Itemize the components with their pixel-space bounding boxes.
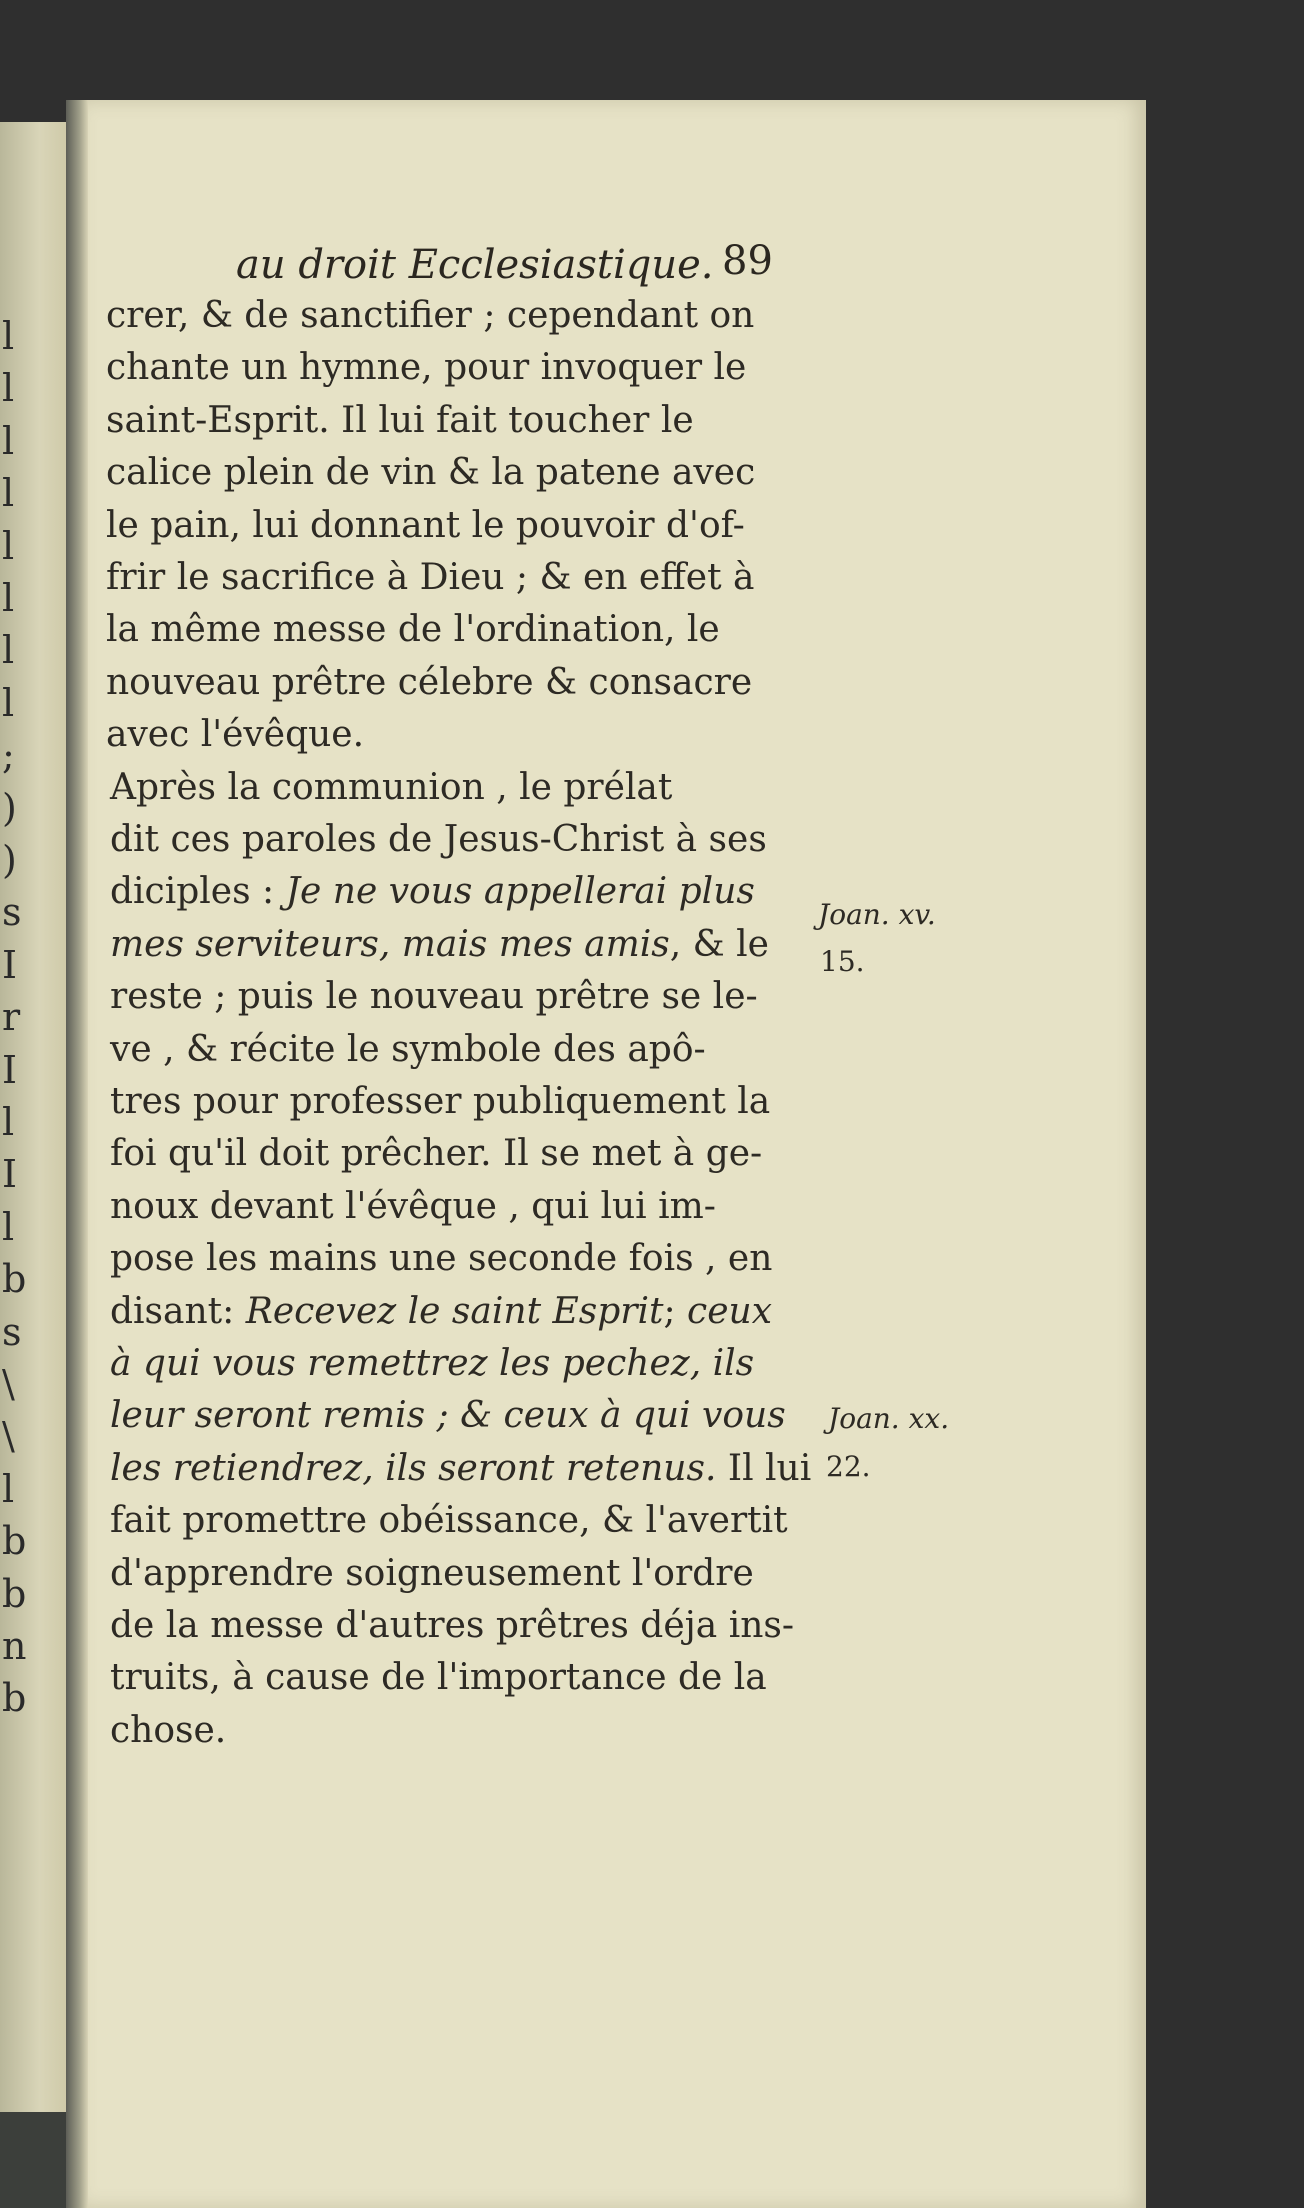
text-line [110, 1548, 754, 1600]
roman-span: ve , & récite le symbole des apô- [110, 1028, 706, 1070]
italic-span: leur seront remis ; & ceux à qui vous [110, 1395, 786, 1437]
text-line [110, 1705, 226, 1757]
facing-page-glyph: l [2, 1100, 15, 1144]
text-line [110, 1233, 772, 1285]
italic-span: Je ne vous appellerai plus [285, 871, 755, 913]
roman-span: chante un hymne, pour invoquer le [106, 347, 747, 389]
roman-span: noux devant l'évêque , qui lui im- [110, 1185, 716, 1227]
text-line [110, 919, 769, 971]
margin-reference: Joan. xx. [828, 1402, 950, 1435]
text-line [110, 1495, 788, 1547]
roman-span: nouveau prêtre célebre & consacre [106, 661, 753, 703]
text-line [106, 342, 746, 394]
page-edge [0, 2112, 66, 2208]
facing-page-glyph: n [2, 1624, 27, 1668]
facing-page-glyph: l [2, 366, 15, 411]
book-page [88, 100, 1146, 2208]
book-gutter [66, 100, 88, 2208]
facing-page-glyph: l [2, 523, 15, 568]
roman-span: truits, à cause de l'importance de la [110, 1657, 767, 1699]
facing-page-glyph: l [2, 576, 15, 620]
roman-span: Après la communion , le prélat [110, 766, 673, 808]
facing-page-glyph: \ [2, 1362, 15, 1406]
facing-page-glyph: I [2, 1152, 18, 1197]
text-line [106, 500, 745, 552]
roman-span: d'apprendre soigneusement l'ordre [110, 1552, 754, 1594]
text-line [110, 1338, 754, 1390]
facing-page-glyph: l [2, 1466, 15, 1511]
text-line [110, 762, 672, 814]
facing-page-glyph: ) [2, 838, 17, 882]
text-line [106, 604, 720, 656]
facing-page-glyph: b [2, 1571, 27, 1616]
margin-reference: 22. [826, 1450, 871, 1483]
page-number: 89 [722, 238, 773, 284]
text-line [110, 1443, 811, 1495]
facing-page-glyph: \ [2, 1414, 15, 1459]
text-line [110, 1652, 767, 1704]
roman-span: fait promettre obéissance, & l'avertit [110, 1500, 788, 1542]
roman-span: calice plein de vin & la patene avec [106, 452, 756, 494]
facing-page-glyph: l [2, 418, 15, 463]
italic-span: Recevez le saint Esprit [245, 1290, 664, 1332]
roman-span: ; [663, 1290, 688, 1332]
facing-page-glyph: I [2, 1047, 18, 1092]
roman-span: tres pour professer publiquement la [110, 1081, 771, 1122]
roman-span: frir le sacrifice à Dieu ; & en effet à [106, 557, 755, 598]
facing-page-glyph: l [2, 628, 15, 673]
roman-span: reste ; puis le nouveau prêtre se le- [110, 976, 758, 1018]
text-line [106, 552, 754, 604]
text-line [106, 290, 754, 342]
roman-span: saint-Esprit. Il lui fait toucher le [106, 399, 694, 441]
italic-span: les retiendrez, ils seront retenus. [110, 1447, 717, 1489]
facing-page-glyph: l [2, 1204, 15, 1249]
text-line [110, 1286, 772, 1338]
text-line [110, 866, 755, 918]
text-line [106, 395, 694, 447]
text-line [106, 657, 752, 709]
text-line [110, 1181, 716, 1233]
roman-span: foi qu'il doit prêcher. Il se met à ge- [110, 1133, 763, 1175]
text-line [110, 814, 767, 866]
roman-span: Il lui [716, 1447, 812, 1489]
roman-span: crer, & de sanctifier ; cependant on [106, 295, 755, 336]
facing-page-text-edges [0, 122, 66, 2112]
roman-span: dit ces paroles de Jesus-Christ à ses [110, 819, 767, 860]
roman-span: le pain, lui donnant le pouvoir d'of- [106, 504, 745, 546]
italic-span: ceux [687, 1290, 773, 1332]
facing-page-glyph: b [2, 1257, 27, 1302]
italic-span: à qui vous remettrez les pechez, ils [110, 1343, 755, 1384]
text-line [110, 1390, 786, 1442]
running-head: au droit Ecclesiastique. [236, 242, 714, 288]
roman-span: disant: [110, 1290, 246, 1332]
facing-page-glyph: r [2, 995, 21, 1040]
facing-page-glyph: b [2, 1676, 27, 1721]
facing-page-glyph: s [2, 1309, 22, 1354]
roman-span: de la messe d'autres prêtres déja ins- [110, 1605, 795, 1646]
facing-page-glyph: l [2, 471, 15, 516]
text-line [110, 1076, 770, 1128]
text-line [110, 1128, 762, 1180]
text-line [110, 1024, 706, 1076]
text-line [110, 1600, 794, 1652]
facing-page [0, 122, 66, 2112]
roman-span: pose les mains une seconde fois , en [110, 1238, 773, 1280]
facing-page-glyph: l [2, 680, 15, 725]
facing-page-glyph: ) [2, 785, 17, 830]
italic-span: mes serviteurs, mais mes amis [110, 923, 670, 965]
margin-reference: Joan. xv. [818, 898, 936, 931]
roman-span: avec l'évêque. [106, 714, 365, 756]
facing-page-glyph: ; [2, 733, 15, 778]
roman-span: la même messe de l'ordination, le [106, 609, 720, 651]
text-line [106, 447, 755, 499]
roman-span: diciples : [110, 871, 286, 913]
facing-page-glyph: b [2, 1519, 27, 1564]
roman-span: chose. [110, 1709, 227, 1751]
facing-page-glyph: s [2, 890, 22, 935]
facing-page-glyph: l [2, 314, 15, 358]
facing-page-glyph: I [2, 942, 18, 987]
text-line [110, 971, 758, 1023]
roman-span: , & le [669, 923, 769, 965]
text-line [106, 709, 364, 761]
margin-reference: 15. [820, 945, 865, 978]
